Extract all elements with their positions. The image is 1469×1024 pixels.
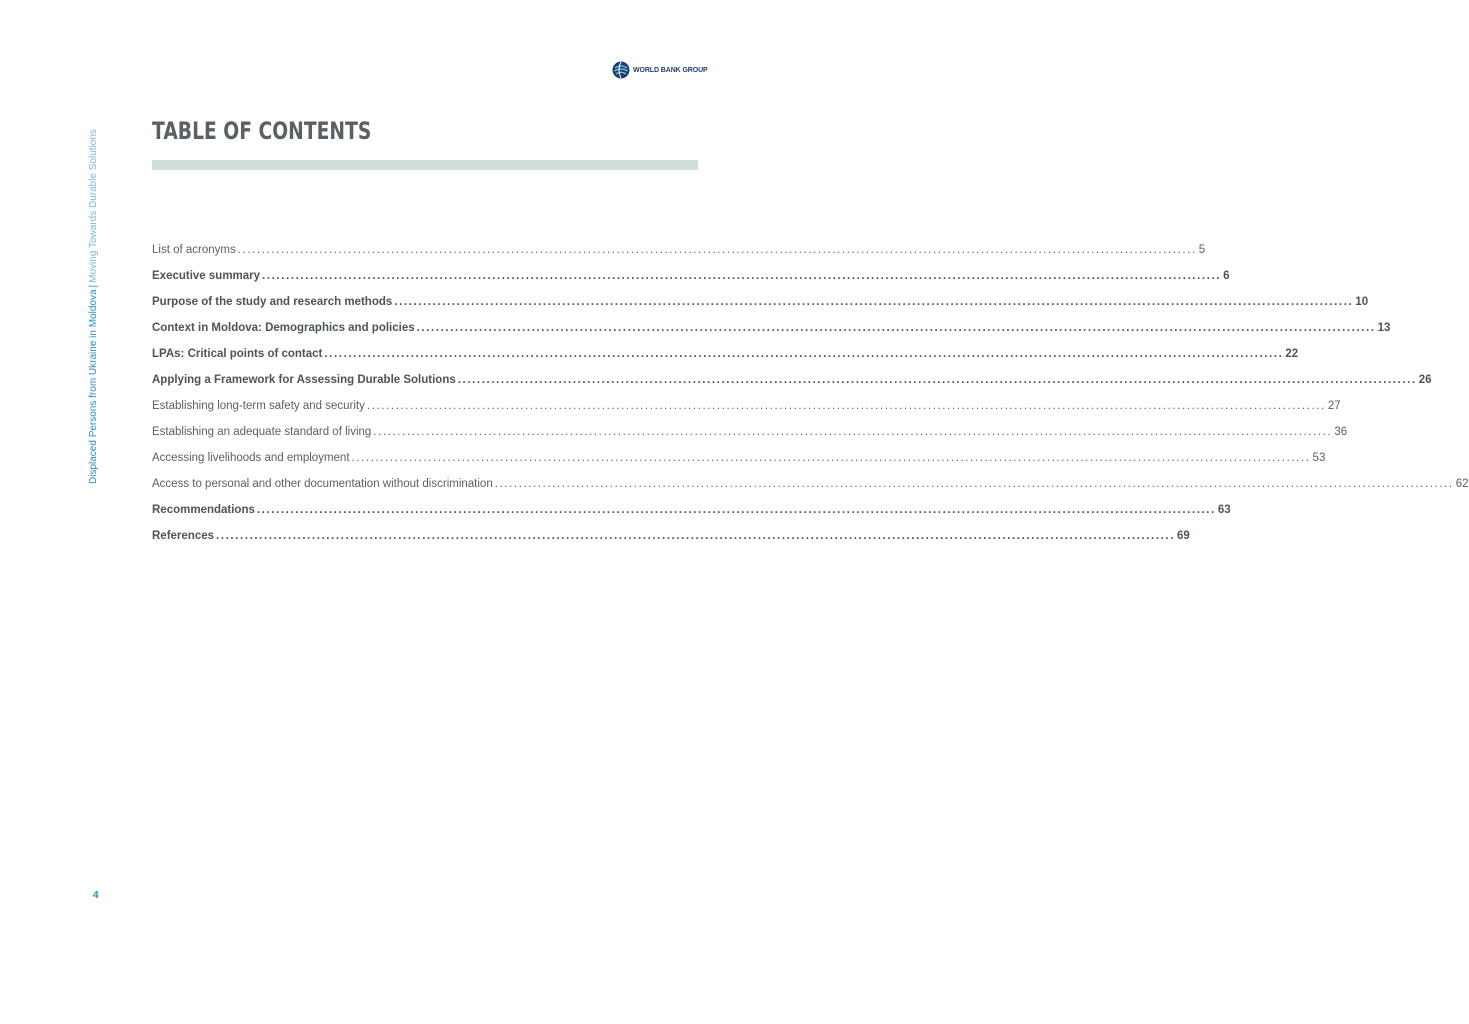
page-title: TABLE OF CONTENTS: [152, 117, 372, 145]
toc-entry-label: List of acronyms: [152, 244, 236, 256]
toc-entry-label: Access to personal and other documentation without discrimination: [152, 478, 493, 490]
toc-dot-leader: ........................................................................................................................................................................................................: [324, 348, 1284, 360]
toc-entry-page: 63: [1217, 504, 1231, 516]
toc-dot-leader: ........................................................................................................................................................................................................: [373, 426, 1333, 438]
toc-dot-leader: ........................................................................................................................................................................................................: [262, 270, 1222, 282]
toc-entry[interactable]: [152, 450, 1326, 476]
toc-dot-leader: ........................................................................................................................................................................................................: [457, 374, 1417, 386]
toc-entry-page: 27: [1327, 400, 1341, 412]
world-bank-group-logo: [612, 61, 708, 79]
toc-entry[interactable]: [152, 242, 1206, 268]
running-title-sub: Moving Towards Durable Solutions: [88, 129, 99, 283]
toc-dot-leader: ........................................................................................................................................................................................................: [237, 244, 1197, 256]
toc-entry-page: 6: [1223, 270, 1230, 282]
running-title-separator: |: [88, 284, 99, 288]
toc-entry[interactable]: [152, 476, 1469, 502]
toc-entry-label: Applying a Framework for Assessing Durable Solutions: [152, 374, 456, 386]
toc-entry[interactable]: [152, 294, 1369, 320]
page-number: 4: [93, 890, 99, 901]
toc-entry-label: LPAs: Critical points of contact: [152, 348, 323, 360]
toc-dot-leader: ........................................................................................................................................................................................................: [366, 400, 1326, 412]
toc-entry-page: 69: [1177, 530, 1190, 542]
toc-dot-leader: ........................................................................................................................................................................................................: [394, 296, 1354, 308]
toc-entry-page: 22: [1285, 348, 1299, 360]
toc-entry[interactable]: [152, 398, 1341, 424]
toc-entry-label: Context in Moldova: Demographics and policies: [152, 322, 415, 334]
toc-entry[interactable]: [152, 268, 1230, 294]
running-title: [88, 114, 99, 484]
toc-entry-page: 26: [1418, 374, 1432, 386]
toc-entry[interactable]: [152, 502, 1231, 528]
toc-entry[interactable]: [152, 424, 1348, 450]
toc-entry-label: Accessing livelihoods and employment: [152, 452, 350, 464]
toc-entry-label: Purpose of the study and research methods: [152, 296, 393, 308]
running-title-main: Displaced Persons from Ukraine in Moldova: [88, 289, 99, 484]
toc-dot-leader: ........................................................................................................................................................................................................: [494, 478, 1454, 490]
toc-dot-leader: ........................................................................................................................................................................................................: [256, 504, 1216, 516]
toc-entry-label: Recommendations: [152, 504, 255, 516]
globe-icon: [612, 61, 630, 79]
title-rule: [152, 160, 698, 170]
toc-entry-label: References: [152, 530, 215, 542]
logo-text: WORLD BANK GROUP: [633, 66, 708, 74]
toc-dot-leader: ........................................................................................................................................................................................................: [416, 322, 1376, 334]
toc-entry-page: 53: [1312, 452, 1326, 464]
table-of-contents: [152, 242, 1469, 554]
toc-entry[interactable]: [152, 346, 1299, 372]
toc-dot-leader: ........................................................................................................................................................................................................: [351, 452, 1311, 464]
toc-entry[interactable]: [152, 372, 1432, 398]
toc-entry-label: Establishing an adequate standard of living: [152, 426, 372, 438]
toc-entry-label: Executive summary: [152, 270, 261, 282]
toc-entry-label: Establishing long-term safety and security: [152, 400, 365, 412]
toc-entry-page: 62: [1455, 478, 1469, 490]
toc-entry-page: 13: [1377, 322, 1391, 334]
toc-entry[interactable]: [152, 320, 1391, 346]
toc-entry-page: 36: [1334, 426, 1348, 438]
toc-entry-page: 10: [1355, 296, 1369, 308]
toc-entry[interactable]: [152, 528, 1190, 554]
toc-dot-leader: ........................................................................................................................................................................................................: [216, 530, 1176, 542]
toc-entry-page: 5: [1198, 244, 1206, 256]
